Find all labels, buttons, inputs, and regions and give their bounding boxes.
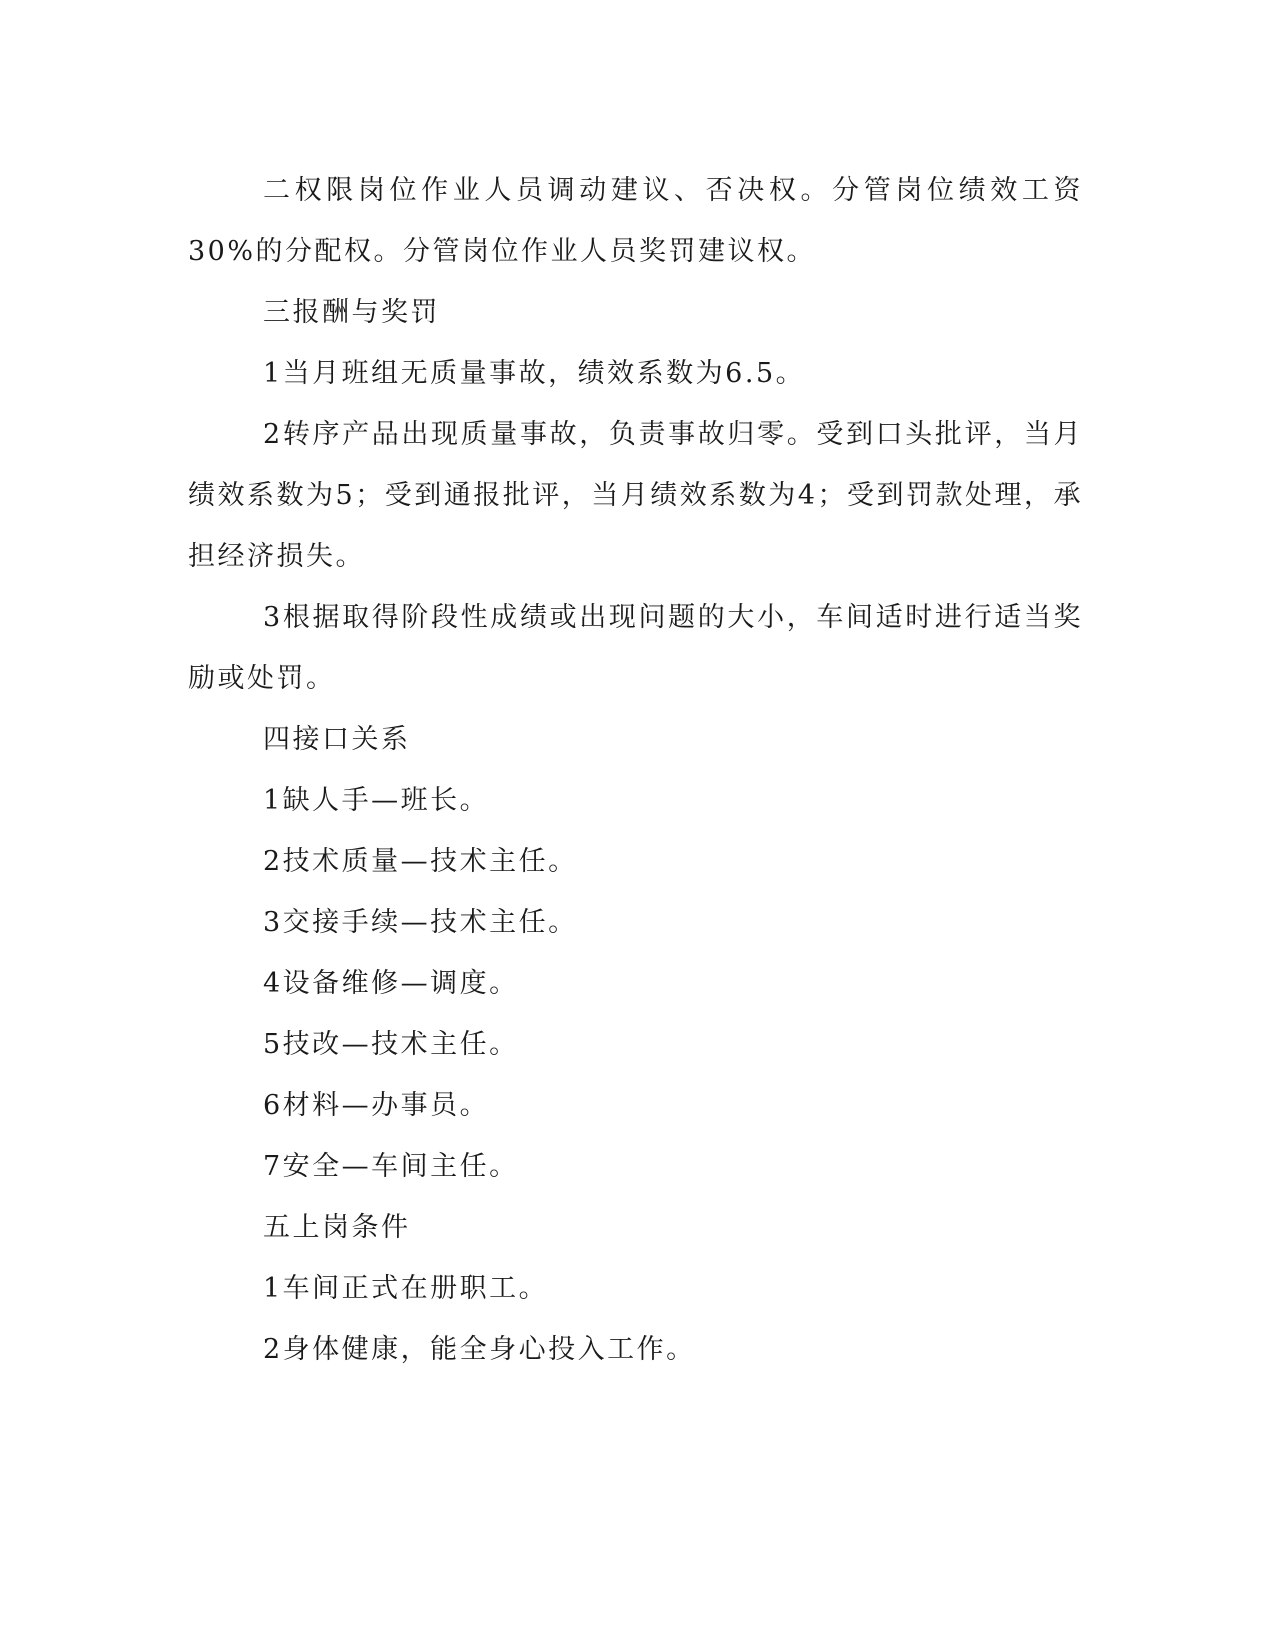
heading-rewards-penalties: 三报酬与奖罚 — [263, 297, 440, 328]
list-item-interface-5: 5技改—技术主任。 — [263, 1029, 519, 1060]
heading-interface-relations: 四接口关系 — [263, 724, 411, 755]
heading-job-requirements: 五上岗条件 — [263, 1212, 411, 1243]
list-item-interface-4: 4设备维修—调度。 — [263, 968, 519, 999]
list-item-requirement-2: 2身体健康，能全身心投入工作。 — [263, 1334, 696, 1365]
list-item-interface-3: 3交接手续—技术主任。 — [263, 907, 578, 938]
paragraph-authority: 二权限岗位作业人员调动建议、否决权。分管岗位绩效工资30%的分配权。分管岗位作业人员奖罚建议权。 — [188, 175, 1083, 267]
list-item-interface-1: 1缺人手—班长。 — [263, 785, 490, 816]
list-item-interface-7: 7安全—车间主任。 — [263, 1151, 519, 1182]
paragraph-reward-3: 3根据取得阶段性成绩或出现问题的大小，车间适时进行适当奖励或处罚。 — [188, 602, 1083, 694]
paragraph-reward-2: 2转序产品出现质量事故，负责事故归零。受到口头批评，当月绩效系数为5；受到通报批评，当月绩效系数为4；受到罚款处理，承担经济损失。 — [188, 419, 1083, 572]
list-item-interface-2: 2技术质量—技术主任。 — [263, 846, 578, 877]
document-body — [188, 160, 1083, 1380]
paragraph-reward-1: 1当月班组无质量事故，绩效系数为6.5。 — [263, 358, 806, 389]
list-item-requirement-1: 1车间正式在册职工。 — [263, 1273, 549, 1304]
list-item-interface-6: 6材料—办事员。 — [263, 1090, 490, 1121]
